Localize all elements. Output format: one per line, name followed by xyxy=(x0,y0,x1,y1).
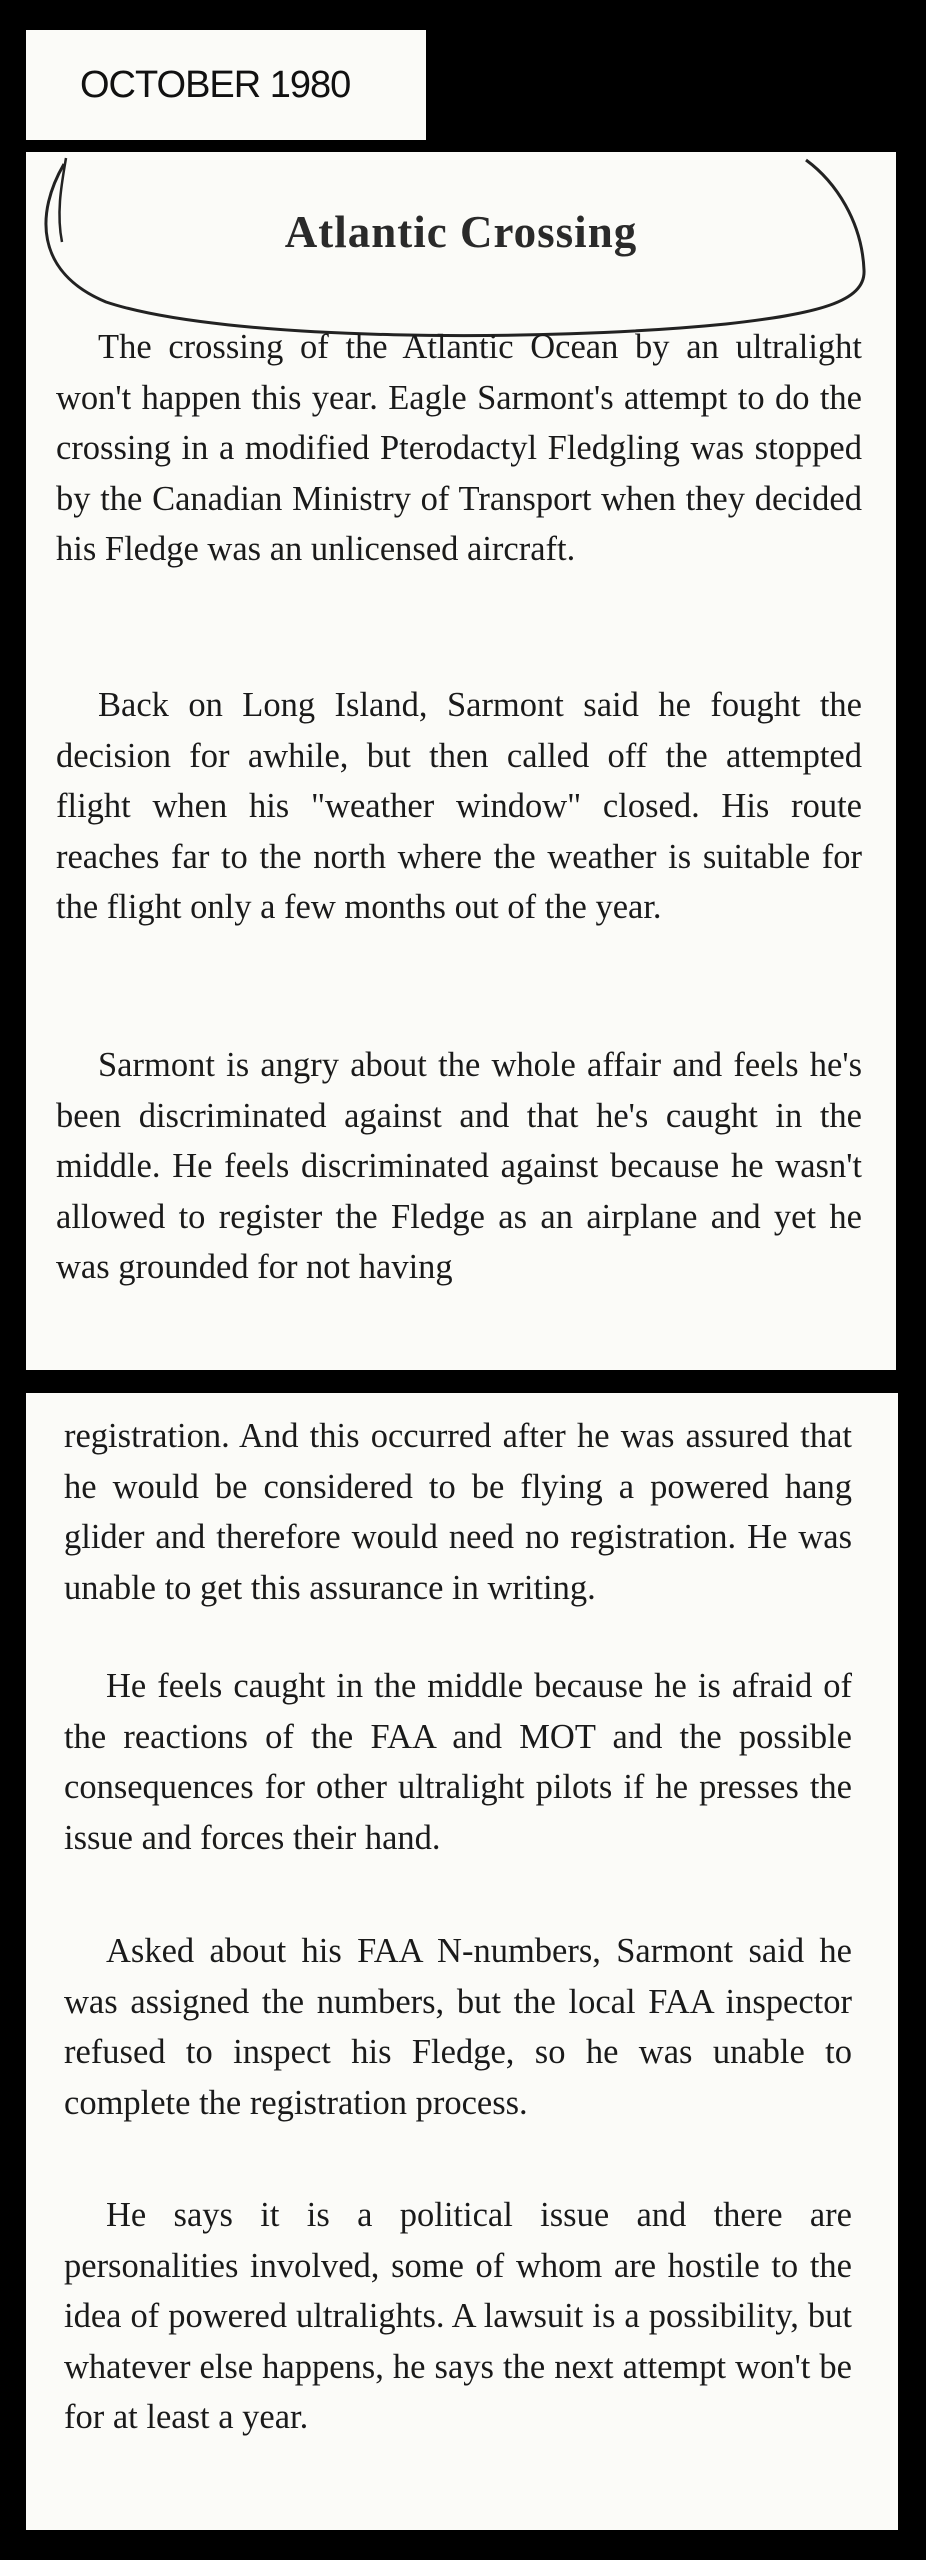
paragraph: Asked about his FAA N-numbers, Sarmont said he was assigned the numbers, but the local FAA inspector refused to inspect his Fledge, so he was unable to complete the registration process. xyxy=(64,1932,852,2122)
paragraph: He feels caught in the middle because he is afraid of the reactions of the FAA and MOT and the possible consequences for other ultralight pilots if he presses the issue and forces their hand. xyxy=(64,1667,852,1857)
clipping-bottom xyxy=(26,1393,898,2530)
paragraph: The crossing of the Atlantic Ocean by an ultralight won't happen this year. Eagle Sarmont's attempt to do the crossing in a modified Pterodactyl Fledgling was stopped by the Canadian Ministry of Transport when they decided his Fledge was an unlicensed aircraft. xyxy=(56,328,862,568)
paragraph: He says it is a political issue and there are personalities involved, some of whom are hostile to the idea of powered ultralights. A lawsuit is a possibility, but whatever else happens, he says the next attempt won't be for at least a year. xyxy=(64,2196,852,2436)
paragraph: Sarmont is angry about the whole affair and feels he's been discriminated against and that he's caught in the middle. He feels discriminated against because he wasn't allowed to register the Fledge as an airplane and yet he was grounded for not having xyxy=(56,1046,862,1286)
clipping-top xyxy=(26,152,896,1370)
paragraph: registration. And this occurred after he was assured that he would be considered to be flying a powered hang glider and therefore would need no registration. He was unable to get this assurance in writing. xyxy=(64,1417,852,1607)
paragraph: Back on Long Island, Sarmont said he fought the decision for awhile, but then called off the attempted flight when his "weather window" closed. His route reaches far to the north where the weather is suitable for the flight only a few months out of the year. xyxy=(56,686,862,926)
headline: Atlantic Crossing xyxy=(284,207,638,257)
date-label: OCTOBER 1980 xyxy=(26,30,426,140)
